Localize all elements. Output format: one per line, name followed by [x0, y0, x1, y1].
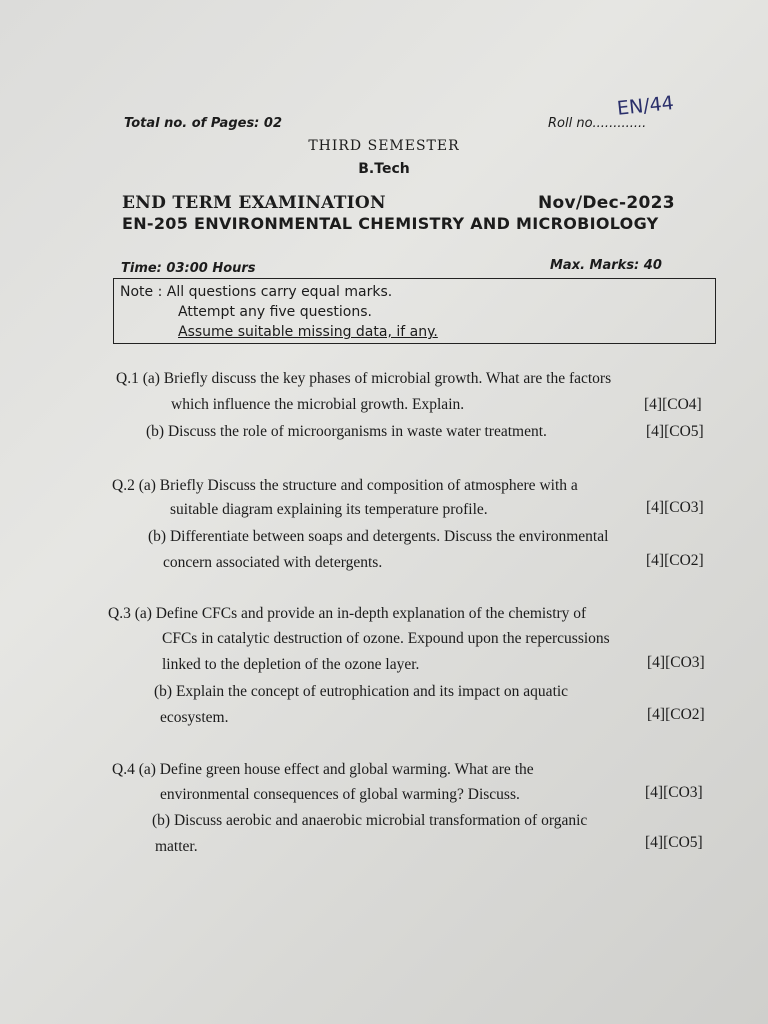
roll-no-label: Roll no.............	[548, 116, 647, 131]
course-title: EN-205 ENVIRONMENTAL CHEMISTRY AND MICROBIOLOGY	[122, 214, 659, 233]
q4-a-line-2: environmental consequences of global warming? Discuss.	[160, 786, 520, 803]
q2-b-line-2: concern associated with detergents.	[163, 554, 383, 571]
q2-b-marks: [4][CO2]	[646, 552, 704, 569]
q1-a-line-1: Q.1 (a) Briefly discuss the key phases of microbial growth. What are the factors	[116, 370, 612, 387]
q4-b-line-1: (b) Discuss aerobic and anaerobic microbial transformation of organic	[152, 812, 588, 829]
q1-a-line-2: which influence the microbial growth. Explain.	[171, 396, 465, 413]
q1-b-marks: [4][CO5]	[646, 423, 704, 440]
exam-title: END TERM EXAMINATION	[122, 193, 386, 213]
q1-a-marks: [4][CO4]	[644, 396, 702, 413]
semester: THIRD SEMESTER	[308, 138, 460, 154]
note-line-2: Attempt any five questions.	[178, 304, 372, 320]
q1-b-line-1: (b) Discuss the role of microorganisms in waste water treatment.	[146, 423, 547, 440]
note-line-1: Note : All questions carry equal marks.	[120, 284, 393, 300]
q3-a-line-1: Q.3 (a) Define CFCs and provide an in-depth explanation of the chemistry of	[108, 605, 587, 622]
q4-b-line-2: matter.	[155, 838, 198, 855]
q4-b-marks: [4][CO5]	[645, 834, 703, 851]
total-pages: Total no. of Pages: 02	[124, 116, 282, 131]
exam-time: Time: 03:00 Hours	[121, 261, 256, 276]
program: B.Tech	[358, 161, 410, 177]
max-marks: Max. Marks: 40	[550, 258, 662, 273]
q4-a-marks: [4][CO3]	[645, 784, 703, 801]
q2-a-marks: [4][CO3]	[646, 499, 704, 516]
q2-a-line-2: suitable diagram explaining its temperature profile.	[170, 501, 488, 518]
q2-b-line-1: (b) Differentiate between soaps and detergents. Discuss the environmental	[148, 528, 609, 545]
q3-a-line-3: linked to the depletion of the ozone layer.	[162, 656, 420, 673]
roll-no-handwritten: EN/44	[616, 92, 675, 120]
note-box	[113, 278, 716, 344]
q3-b-marks: [4][CO2]	[647, 706, 705, 723]
q3-a-marks: [4][CO3]	[647, 654, 705, 671]
q3-a-line-2: CFCs in catalytic destruction of ozone. Expound upon the repercussions	[162, 630, 610, 647]
q2-a-line-1: Q.2 (a) Briefly Discuss the structure and composition of atmosphere with a	[112, 477, 578, 494]
q3-b-line-2: ecosystem.	[160, 709, 229, 726]
q4-a-line-1: Q.4 (a) Define green house effect and global warming. What are the	[112, 761, 534, 778]
note-line-3: Assume suitable missing data, if any.	[178, 324, 438, 340]
exam-session: Nov/Dec-2023	[538, 193, 675, 213]
q3-b-line-1: (b) Explain the concept of eutrophication and its impact on aquatic	[154, 683, 569, 700]
